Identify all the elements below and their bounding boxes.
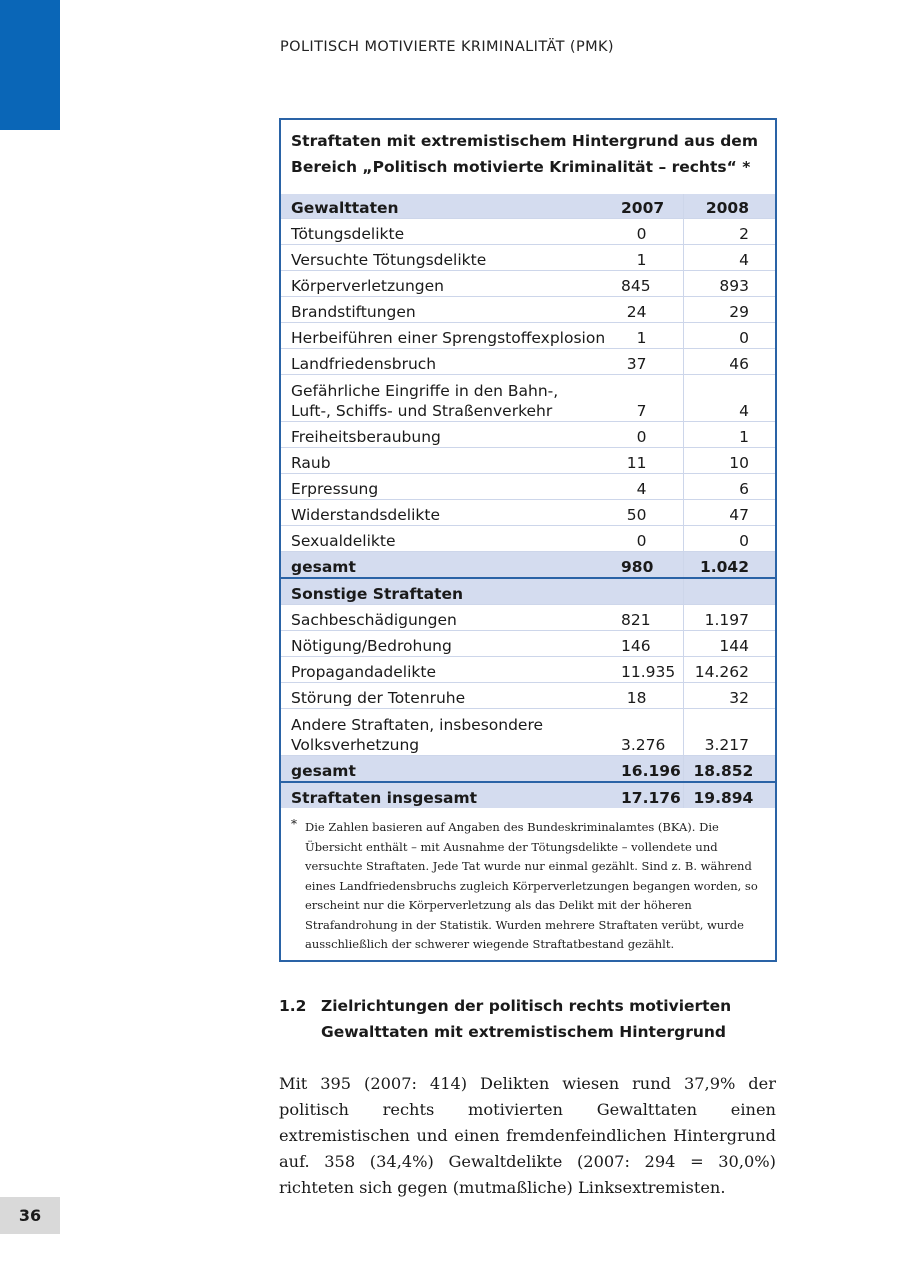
violent-total-label: gesamt — [281, 552, 611, 579]
row-value-2008: 1 — [683, 422, 775, 448]
section-heading — [279, 993, 759, 1045]
row-label: Nötigung/Bedrohung — [281, 631, 611, 657]
row-value-2007: 0 — [611, 526, 683, 552]
row-value-2007: 7 — [611, 375, 683, 422]
table-row — [281, 323, 775, 349]
table-row — [281, 526, 775, 552]
row-value-2007: 146 — [611, 631, 683, 657]
row-value-2007: 1 — [611, 323, 683, 349]
row-label: Raub — [281, 448, 611, 474]
table-row — [281, 631, 775, 657]
row-value-2008: 14.262 — [683, 657, 775, 683]
row-value-2007: 24 — [611, 297, 683, 323]
row-value-2007: 18 — [611, 683, 683, 709]
column-header-2007: 2007 — [611, 194, 683, 219]
violent-total-row — [281, 552, 775, 579]
grand-total-2008: 19.894 — [683, 782, 775, 808]
page-number: 36 — [0, 1197, 60, 1234]
table-row — [281, 422, 775, 448]
row-value-2007: 845 — [611, 271, 683, 297]
row-value-2008: 10 — [683, 448, 775, 474]
row-value-2007: 50 — [611, 500, 683, 526]
column-header-2008: 2008 — [683, 194, 775, 219]
grand-total-2007: 17.176 — [611, 782, 683, 808]
row-label: Erpressung — [281, 474, 611, 500]
table-footnote — [291, 818, 769, 955]
row-value-2008: 6 — [683, 474, 775, 500]
section-title: Zielrichtungen der politisch rechts motivierten Gewalttaten mit extremistischem Hintergrund — [321, 997, 732, 1041]
row-value-2007: 0 — [611, 422, 683, 448]
grand-total-row — [281, 782, 775, 808]
column-header-category: Gewalttaten — [281, 194, 611, 219]
row-label: Sachbeschädigungen — [281, 605, 611, 631]
row-value-2008: 32 — [683, 683, 775, 709]
chapter-tab — [0, 0, 60, 130]
table-row — [281, 709, 775, 756]
row-value-2008: 1.197 — [683, 605, 775, 631]
row-label: Landfriedensbruch — [281, 349, 611, 375]
table-row — [281, 448, 775, 474]
row-value-2008: 2 — [683, 219, 775, 245]
row-value-2008: 47 — [683, 500, 775, 526]
other-crimes-group — [281, 605, 775, 756]
row-label: Freiheitsberaubung — [281, 422, 611, 448]
row-value-2007: 11 — [611, 448, 683, 474]
violent-total-2007: 980 — [611, 552, 683, 579]
row-label: Körperverletzungen — [281, 271, 611, 297]
crime-statistics-table — [281, 194, 775, 808]
footnote-text: Die Zahlen basieren auf Angaben des Bundeskriminalamtes (BKA). Die Übersicht enthält – mit Ausnahme der Tötungsdelikte – vollendete und versuchte Straftaten. Jede Tat wurde nur einmal gezählt. Sind z. B. während eines Landfriedensbruchs zugleich Körperverletzungen begangen worden, so erscheint nur die Körperverletzung als das Delikt mit der höheren Strafandrohung in der Statistik. Wurden mehrere Straftaten verübt, wurde ausschließlich der schwerer wiegende Straftatbestand gezählt. — [305, 820, 758, 951]
statistics-box — [279, 118, 777, 962]
running-header: POLITISCH MOTIVIERTE KRIMINALITÄT (PMK) — [280, 39, 614, 55]
violent-total-2008: 1.042 — [683, 552, 775, 579]
other-total-label: gesamt — [281, 756, 611, 783]
other-crimes-heading-row — [281, 578, 775, 605]
row-label: Störung der Totenruhe — [281, 683, 611, 709]
row-value-2007: 821 — [611, 605, 683, 631]
table-row — [281, 297, 775, 323]
row-value-2007: 4 — [611, 474, 683, 500]
table-row — [281, 219, 775, 245]
body-paragraph: Mit 395 (2007: 414) Delikten wiesen rund 37,9% der politisch rechts motivierten Gewalttaten einen extremistischen und einen fremdenfeindlichen Hintergrund auf. 358 (34,4%) Gewaltdelikte (2007: 294 = 30,0%) richteten sich gegen (mutmaßliche) Linksextremisten. — [279, 1074, 776, 1197]
table-row — [281, 683, 775, 709]
other-total-2008: 18.852 — [683, 756, 775, 783]
row-value-2008: 4 — [683, 245, 775, 271]
table-row — [281, 349, 775, 375]
row-label: Propagandadelikte — [281, 657, 611, 683]
row-label: Andere Straftaten, insbesondere Volksverhetzung — [281, 709, 611, 756]
table-row — [281, 474, 775, 500]
row-label: Herbeiführen einer Sprengstoffexplosion — [281, 323, 611, 349]
table-row — [281, 245, 775, 271]
table-row — [281, 271, 775, 297]
footnote-marker: * — [291, 817, 297, 831]
other-total-row — [281, 756, 775, 783]
row-label: Widerstandsdelikte — [281, 500, 611, 526]
box-title — [281, 120, 775, 194]
row-value-2008: 46 — [683, 349, 775, 375]
table-row — [281, 605, 775, 631]
row-value-2008: 4 — [683, 375, 775, 422]
row-value-2007: 3.276 — [611, 709, 683, 756]
other-total-2007: 16.196 — [611, 756, 683, 783]
box-title-line-1: Straftaten mit extremistischem Hintergrund aus dem — [291, 132, 758, 150]
row-value-2008: 144 — [683, 631, 775, 657]
row-value-2007: 1 — [611, 245, 683, 271]
table-row — [281, 500, 775, 526]
row-label: Brandstiftungen — [281, 297, 611, 323]
row-label: Tötungsdelikte — [281, 219, 611, 245]
row-value-2008: 893 — [683, 271, 775, 297]
grand-total-label: Straftaten insgesamt — [281, 782, 611, 808]
row-value-2007: 0 — [611, 219, 683, 245]
violent-crimes-group — [281, 219, 775, 552]
row-label: Gefährliche Eingriffe in den Bahn-, Luft-, Schiffs- und Straßenverkehr — [281, 375, 611, 422]
row-value-2008: 29 — [683, 297, 775, 323]
row-value-2007: 37 — [611, 349, 683, 375]
section-number: 1.2 — [279, 997, 307, 1015]
table-row — [281, 375, 775, 422]
other-crimes-heading: Sonstige Straftaten — [281, 578, 611, 605]
row-label: Versuchte Tötungsdelikte — [281, 245, 611, 271]
table-row — [281, 657, 775, 683]
table-header-row — [281, 194, 775, 219]
row-value-2008: 0 — [683, 323, 775, 349]
row-label: Sexualdelikte — [281, 526, 611, 552]
row-value-2008: 0 — [683, 526, 775, 552]
box-title-line-2: Bereich „Politisch motivierte Kriminalität – rechts“ * — [291, 158, 751, 176]
row-value-2008: 3.217 — [683, 709, 775, 756]
row-value-2007: 11.935 — [611, 657, 683, 683]
